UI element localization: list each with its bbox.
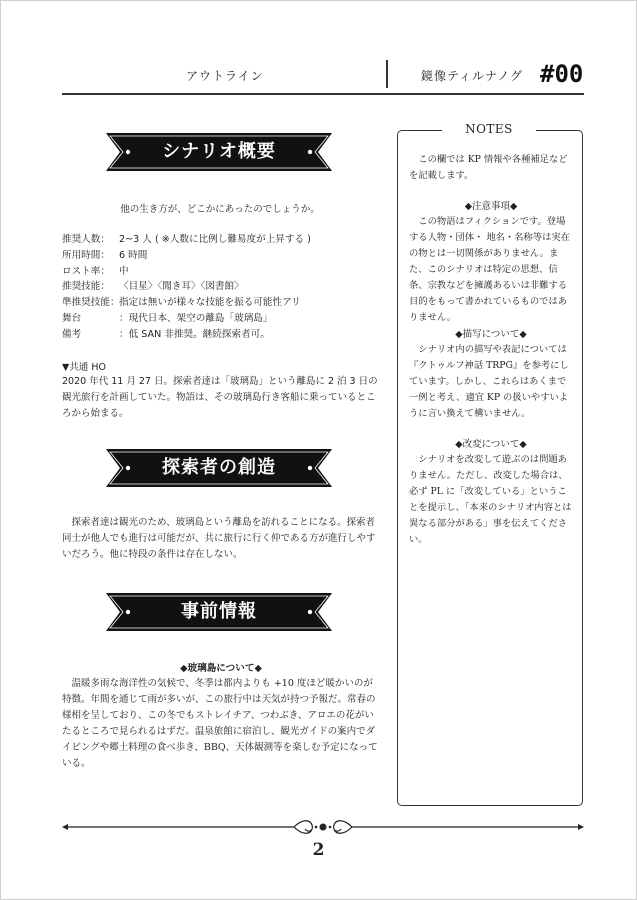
- spec-row: 準推奨技能： 指定は無いが様々な技能を振る可能性アリ: [62, 297, 301, 309]
- spec-list: [62, 232, 311, 343]
- preinfo-subheading: ◆玻璃島について◆: [180, 663, 262, 674]
- spec-row: 推奨人数： 2~3 人 ( ※人数に比例し難易度が上昇する ): [62, 234, 311, 245]
- creation-body: 探索者達は観光のため、玻璃島という離島を訪れることになる。探索者同士が他人でも進行は可能だが、共に旅行に行く仲である方が進行しやすいだろう。他に特段の条件は存在しない。: [62, 517, 376, 560]
- notes-body-caution: この物語はフィクションです。登場する人物・団体・ 地名・名称等は実在の物とは一切関係がありません。また、このシナリオは特定の思想、信条、宗教などを擁護あるいは非難する目的をもって書かれているものではありません。: [409, 216, 571, 323]
- notes-intro: この欄では KP 情報や各種補足などを記載します。: [409, 154, 568, 181]
- ho-heading: ▼共通 HO: [62, 362, 106, 373]
- section-title-preinfo: 事前情報: [181, 601, 257, 622]
- page-number: 2: [312, 840, 325, 860]
- section-title-overview: シナリオ概要: [162, 141, 276, 162]
- section-title-creation: 探索者の創造: [162, 457, 276, 478]
- notes-heading-caution: ◆注意事項◆: [464, 201, 518, 212]
- spec-row: 所用時間： 6 時間: [62, 249, 148, 261]
- notes-title: NOTES: [442, 122, 536, 136]
- spec-row: ロスト率： 中: [62, 265, 129, 277]
- header-section-label: アウトライン: [186, 69, 264, 83]
- spec-row: 備考 ：低 SAN 非推奨。継続探索者可。: [62, 328, 270, 340]
- spec-row: 舞台 ：現代日本、架空の離島「玻璃島」: [62, 312, 273, 324]
- notes-heading-modification: ◆改変について◆: [455, 439, 527, 450]
- header-chapter-number: #00: [540, 60, 584, 88]
- ho-body: 2020 年代 11 月 27 日。探索者達は「玻璃島」という離島に 2 泊 3 日の観光旅行を計画していた。物語は、その玻璃島行き客船に乗っているところから始まる。: [62, 376, 378, 419]
- header-rule: [62, 93, 584, 95]
- preinfo-body: 温暖多雨な海洋性の気候で、冬季は都内よりも +10 度ほど暖かいのが特徴。年間を通じて雨が多いが、この旅行中は天気が持つ予報だ。常春の様相を呈しており、この冬でもストレイチア、つわぶき、アロエの花がいたるところで見られるはずだ。温泉旅館に宿泊し、観光ガイドの案内でダイビングや郷土料理の食べ歩き、BBQ、天体観測等を楽しむ予定になっている。: [62, 678, 378, 769]
- notes-body-depiction: シナリオ内の描写や表記については『クトゥルフ神話 TRPG』を参考にしています。しかし、これらはあくまで一例と考え、適宜 KP の扱いやすいように言い換えて構いません。: [409, 344, 569, 419]
- header-scenario-title: 鏡像ティルナノグ: [421, 69, 523, 83]
- fleuron-divider-icon: [62, 817, 584, 837]
- section-banner-creation: [106, 449, 332, 487]
- section-banner-overview: [106, 133, 332, 171]
- notes-body-modification: シナリオを改変して遊ぶのは問題ありません。ただし、改変した場合は、必ず PL に「改変している」ということを提示し、「本来のシナリオ内容とは異なる部分がある」事を伝えてください。: [409, 454, 572, 545]
- notes-heading-depiction: ◆描写について◆: [455, 329, 527, 340]
- spec-row: 推奨技能： 〈目星〉〈聞き耳〉〈図書館〉: [62, 281, 244, 293]
- overview-tagline: 他の生き方が、どこかにあったのでしょうか。: [120, 204, 320, 215]
- section-banner-preinfo: [106, 593, 332, 631]
- header-separator: [386, 60, 388, 88]
